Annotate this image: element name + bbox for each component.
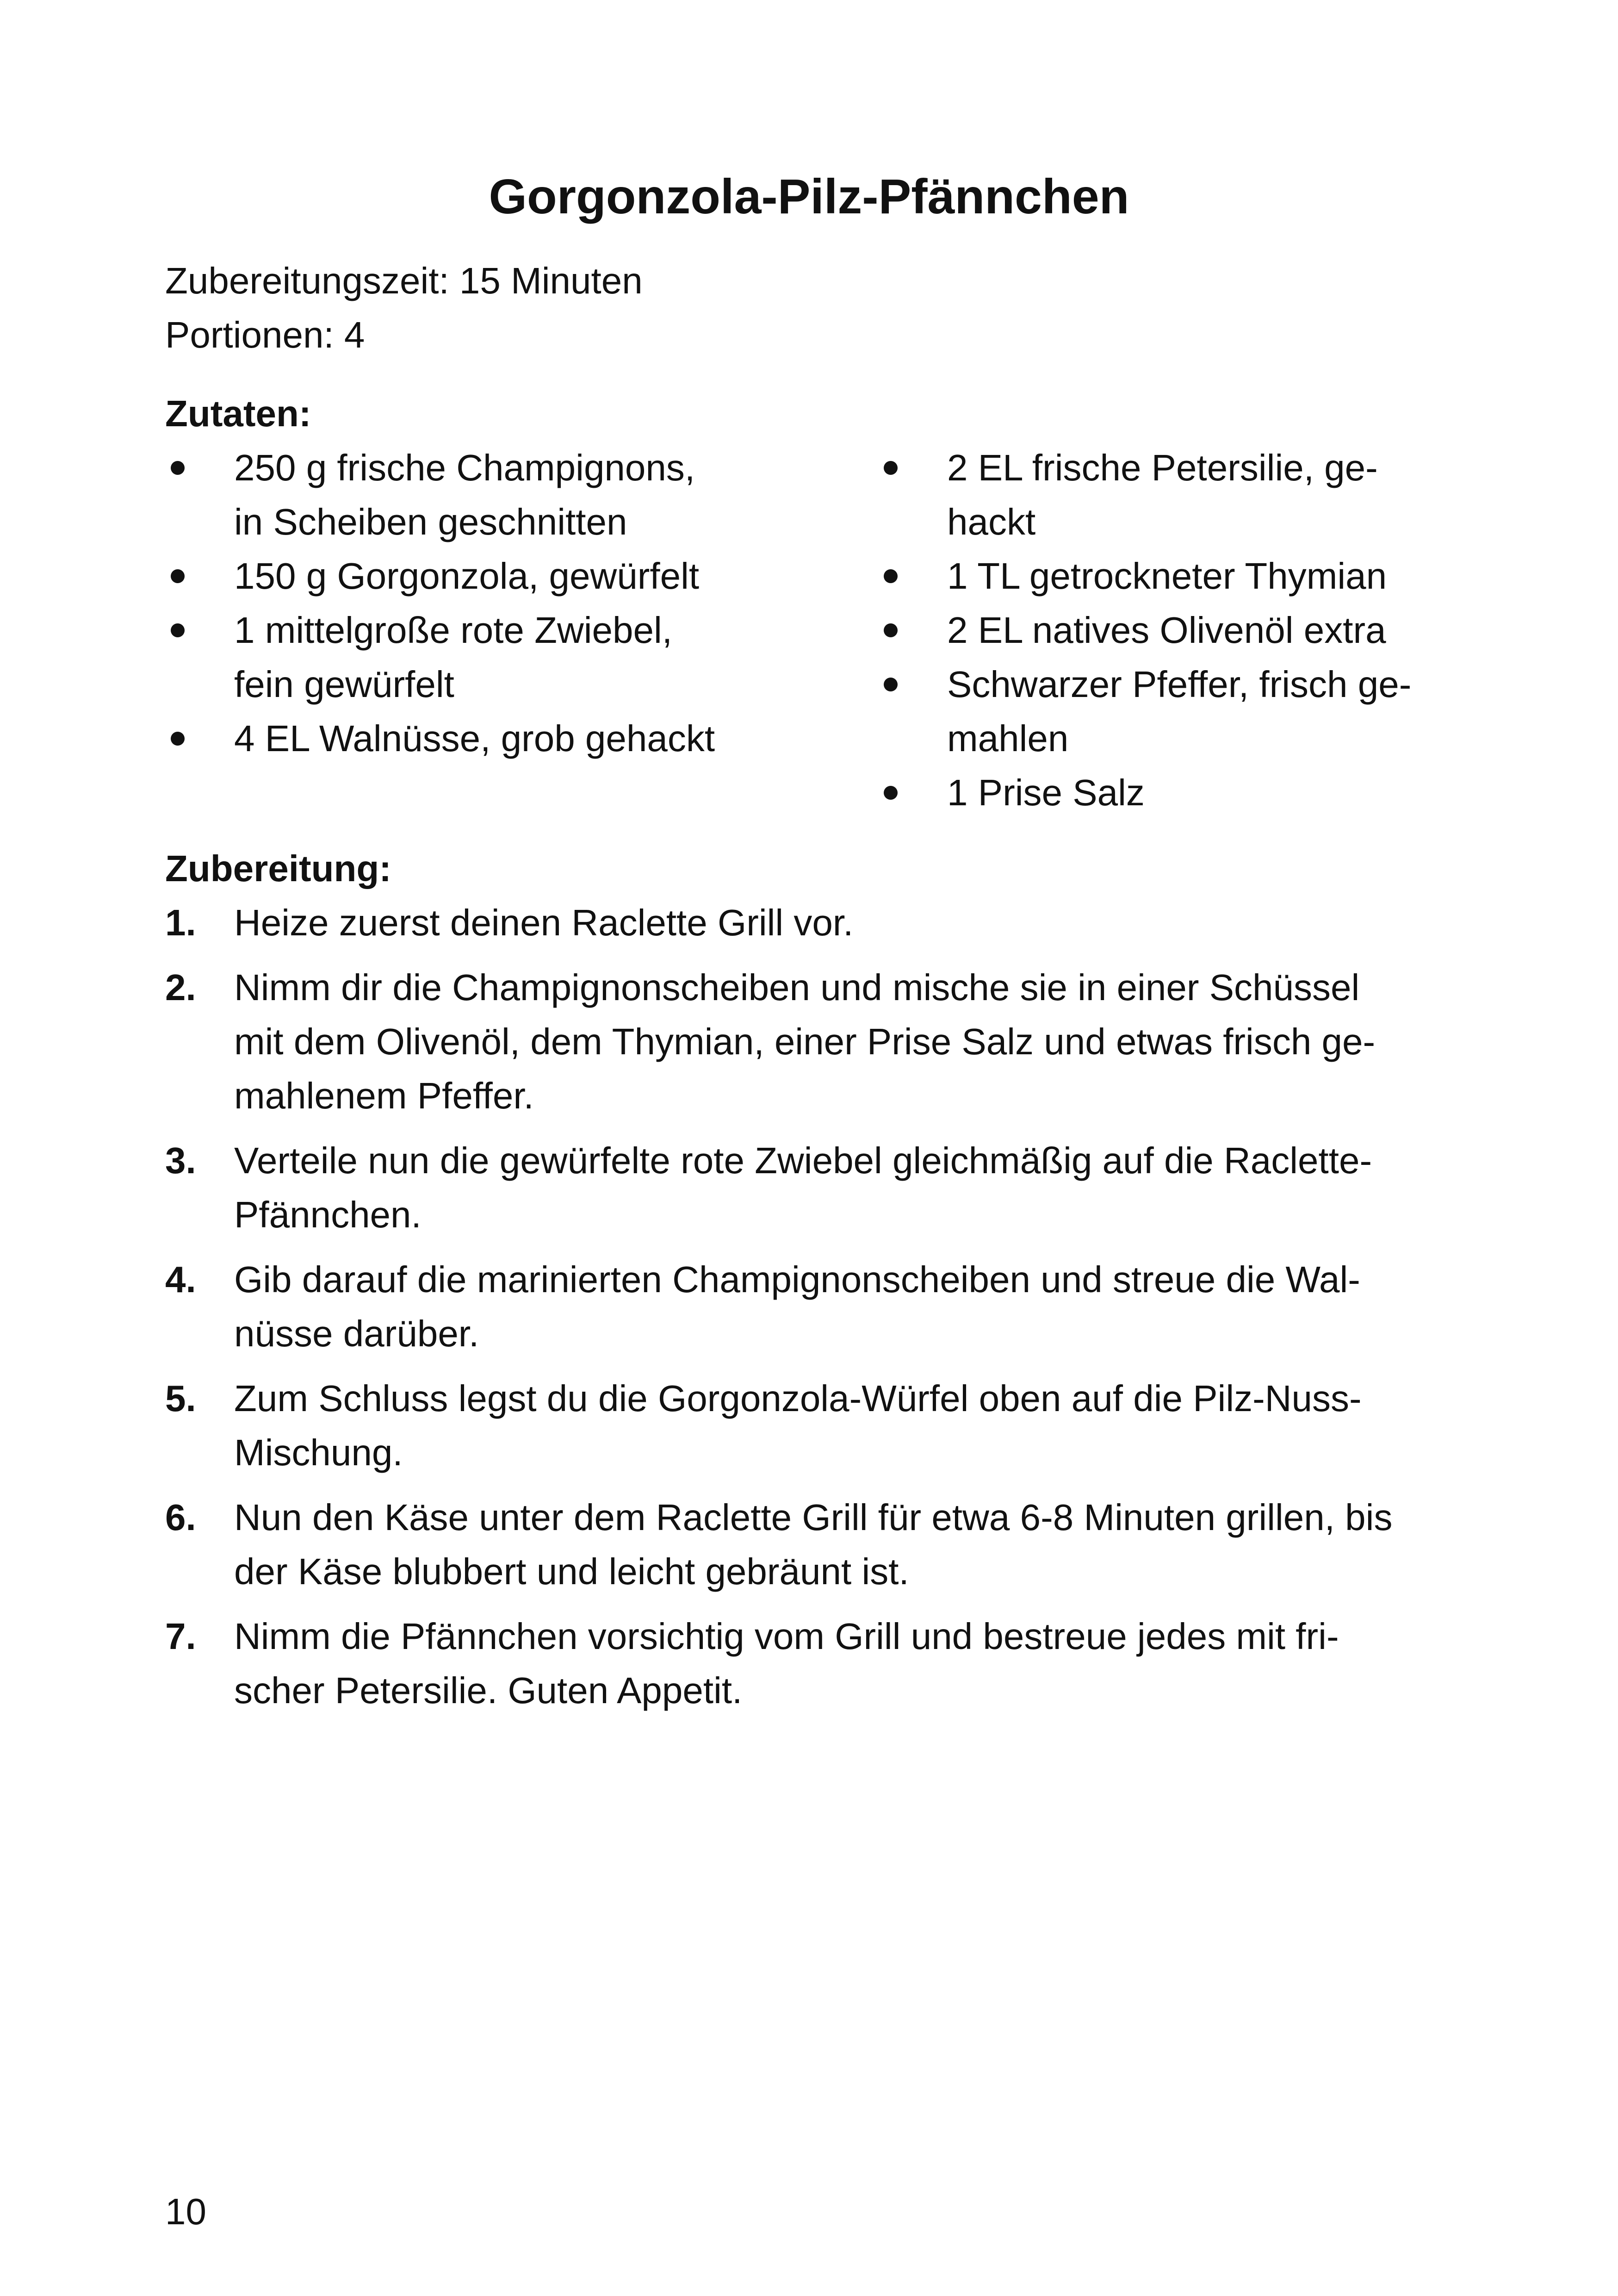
ingredients-list-right xyxy=(878,441,1480,820)
ingredient-item xyxy=(878,549,1480,603)
preparation-step xyxy=(165,1490,1461,1599)
step-text: Gib darauf die marinierten Champignonscheiben und streue die Wal- xyxy=(234,1259,1360,1300)
ingredient-item xyxy=(878,765,1480,820)
ingredient-text: 2 EL natives Olivenöl extra xyxy=(947,610,1386,651)
page-number: 10 xyxy=(165,2191,206,2232)
ingredient-text: 1 mittelgroße rote Zwiebel, xyxy=(234,610,673,651)
step-number: 1. xyxy=(165,902,196,943)
ingredient-text: hackt xyxy=(947,501,1036,542)
step-text: mit dem Olivenöl, dem Thymian, einer Prise Salz und etwas frisch ge- xyxy=(234,1021,1376,1062)
preparation-step xyxy=(165,1609,1461,1717)
ingredient-text: 150 g Gorgonzola, gewürfelt xyxy=(234,555,700,597)
bullet-icon xyxy=(171,569,185,583)
step-number: 5. xyxy=(165,1378,196,1419)
ingredient-text: 2 EL frische Petersilie, ge- xyxy=(947,447,1378,488)
ingredient-item xyxy=(878,657,1480,765)
step-text: Nimm dir die Champignonscheiben und mische sie in einer Schüssel xyxy=(234,967,1360,1008)
prep-time: Zubereitungszeit: 15 Minuten xyxy=(165,260,643,301)
bullet-icon xyxy=(884,569,898,583)
preparation-step xyxy=(165,1133,1461,1242)
step-number: 7. xyxy=(165,1616,196,1657)
step-text: Verteile nun die gewürfelte rote Zwiebel gleichmäßig auf die Raclette- xyxy=(234,1140,1372,1181)
ingredient-text: 1 TL getrockneter Thymian xyxy=(947,555,1387,597)
ingredient-item xyxy=(165,603,822,711)
bullet-icon xyxy=(884,678,898,691)
step-text: Pfännchen. xyxy=(234,1194,422,1235)
ingredient-text: Schwarzer Pfeffer, frisch ge- xyxy=(947,664,1412,705)
step-number: 2. xyxy=(165,967,196,1008)
recipe-meta xyxy=(165,254,643,362)
step-text: Nimm die Pfännchen vorsichtig vom Grill und bestreue jedes mit fri- xyxy=(234,1616,1339,1657)
bullet-icon xyxy=(171,623,185,637)
ingredient-text: 1 Prise Salz xyxy=(947,772,1145,813)
step-text: nüsse darüber. xyxy=(234,1313,479,1354)
bullet-icon xyxy=(171,461,185,475)
ingredient-text: 4 EL Walnüsse, grob gehackt xyxy=(234,718,715,759)
preparation-step xyxy=(165,1252,1461,1361)
recipe-title: Gorgonzola-Pilz-Pfännchen xyxy=(489,169,1129,224)
ingredient-text: in Scheiben geschnitten xyxy=(234,501,627,542)
preparation-heading: Zubereitung: xyxy=(165,848,391,889)
servings: Portionen: 4 xyxy=(165,314,365,355)
ingredients-list-left xyxy=(165,441,822,765)
ingredient-item xyxy=(165,441,822,549)
step-text: scher Petersilie. Guten Appetit. xyxy=(234,1670,743,1711)
preparation-step xyxy=(165,896,1461,950)
ingredient-text: fein gewürfelt xyxy=(234,664,454,705)
step-text: mahlenem Pfeffer. xyxy=(234,1075,534,1116)
bullet-icon xyxy=(884,461,898,475)
ingredient-item xyxy=(165,711,822,765)
preparation-step xyxy=(165,960,1461,1123)
ingredient-item xyxy=(878,603,1480,657)
ingredient-text: 250 g frische Champignons, xyxy=(234,447,695,488)
step-number: 3. xyxy=(165,1140,196,1181)
ingredient-text: mahlen xyxy=(947,718,1069,759)
ingredient-item xyxy=(165,549,822,603)
ingredients-heading: Zutaten: xyxy=(165,393,311,434)
step-text: Mischung. xyxy=(234,1432,403,1473)
step-number: 6. xyxy=(165,1497,196,1538)
step-number: 4. xyxy=(165,1259,196,1300)
bullet-icon xyxy=(884,786,898,800)
step-text: Heize zuerst deinen Raclette Grill vor. xyxy=(234,902,854,943)
ingredient-item xyxy=(878,441,1480,549)
bullet-icon xyxy=(884,623,898,637)
preparation-step xyxy=(165,1371,1461,1480)
step-text: Zum Schluss legst du die Gorgonzola-Würfel oben auf die Pilz-Nuss- xyxy=(234,1378,1362,1419)
step-text: der Käse blubbert und leicht gebräunt ist. xyxy=(234,1551,909,1592)
step-text: Nun den Käse unter dem Raclette Grill für etwa 6-8 Minuten grillen, bis xyxy=(234,1497,1393,1538)
preparation-steps xyxy=(165,896,1461,1728)
bullet-icon xyxy=(171,732,185,746)
